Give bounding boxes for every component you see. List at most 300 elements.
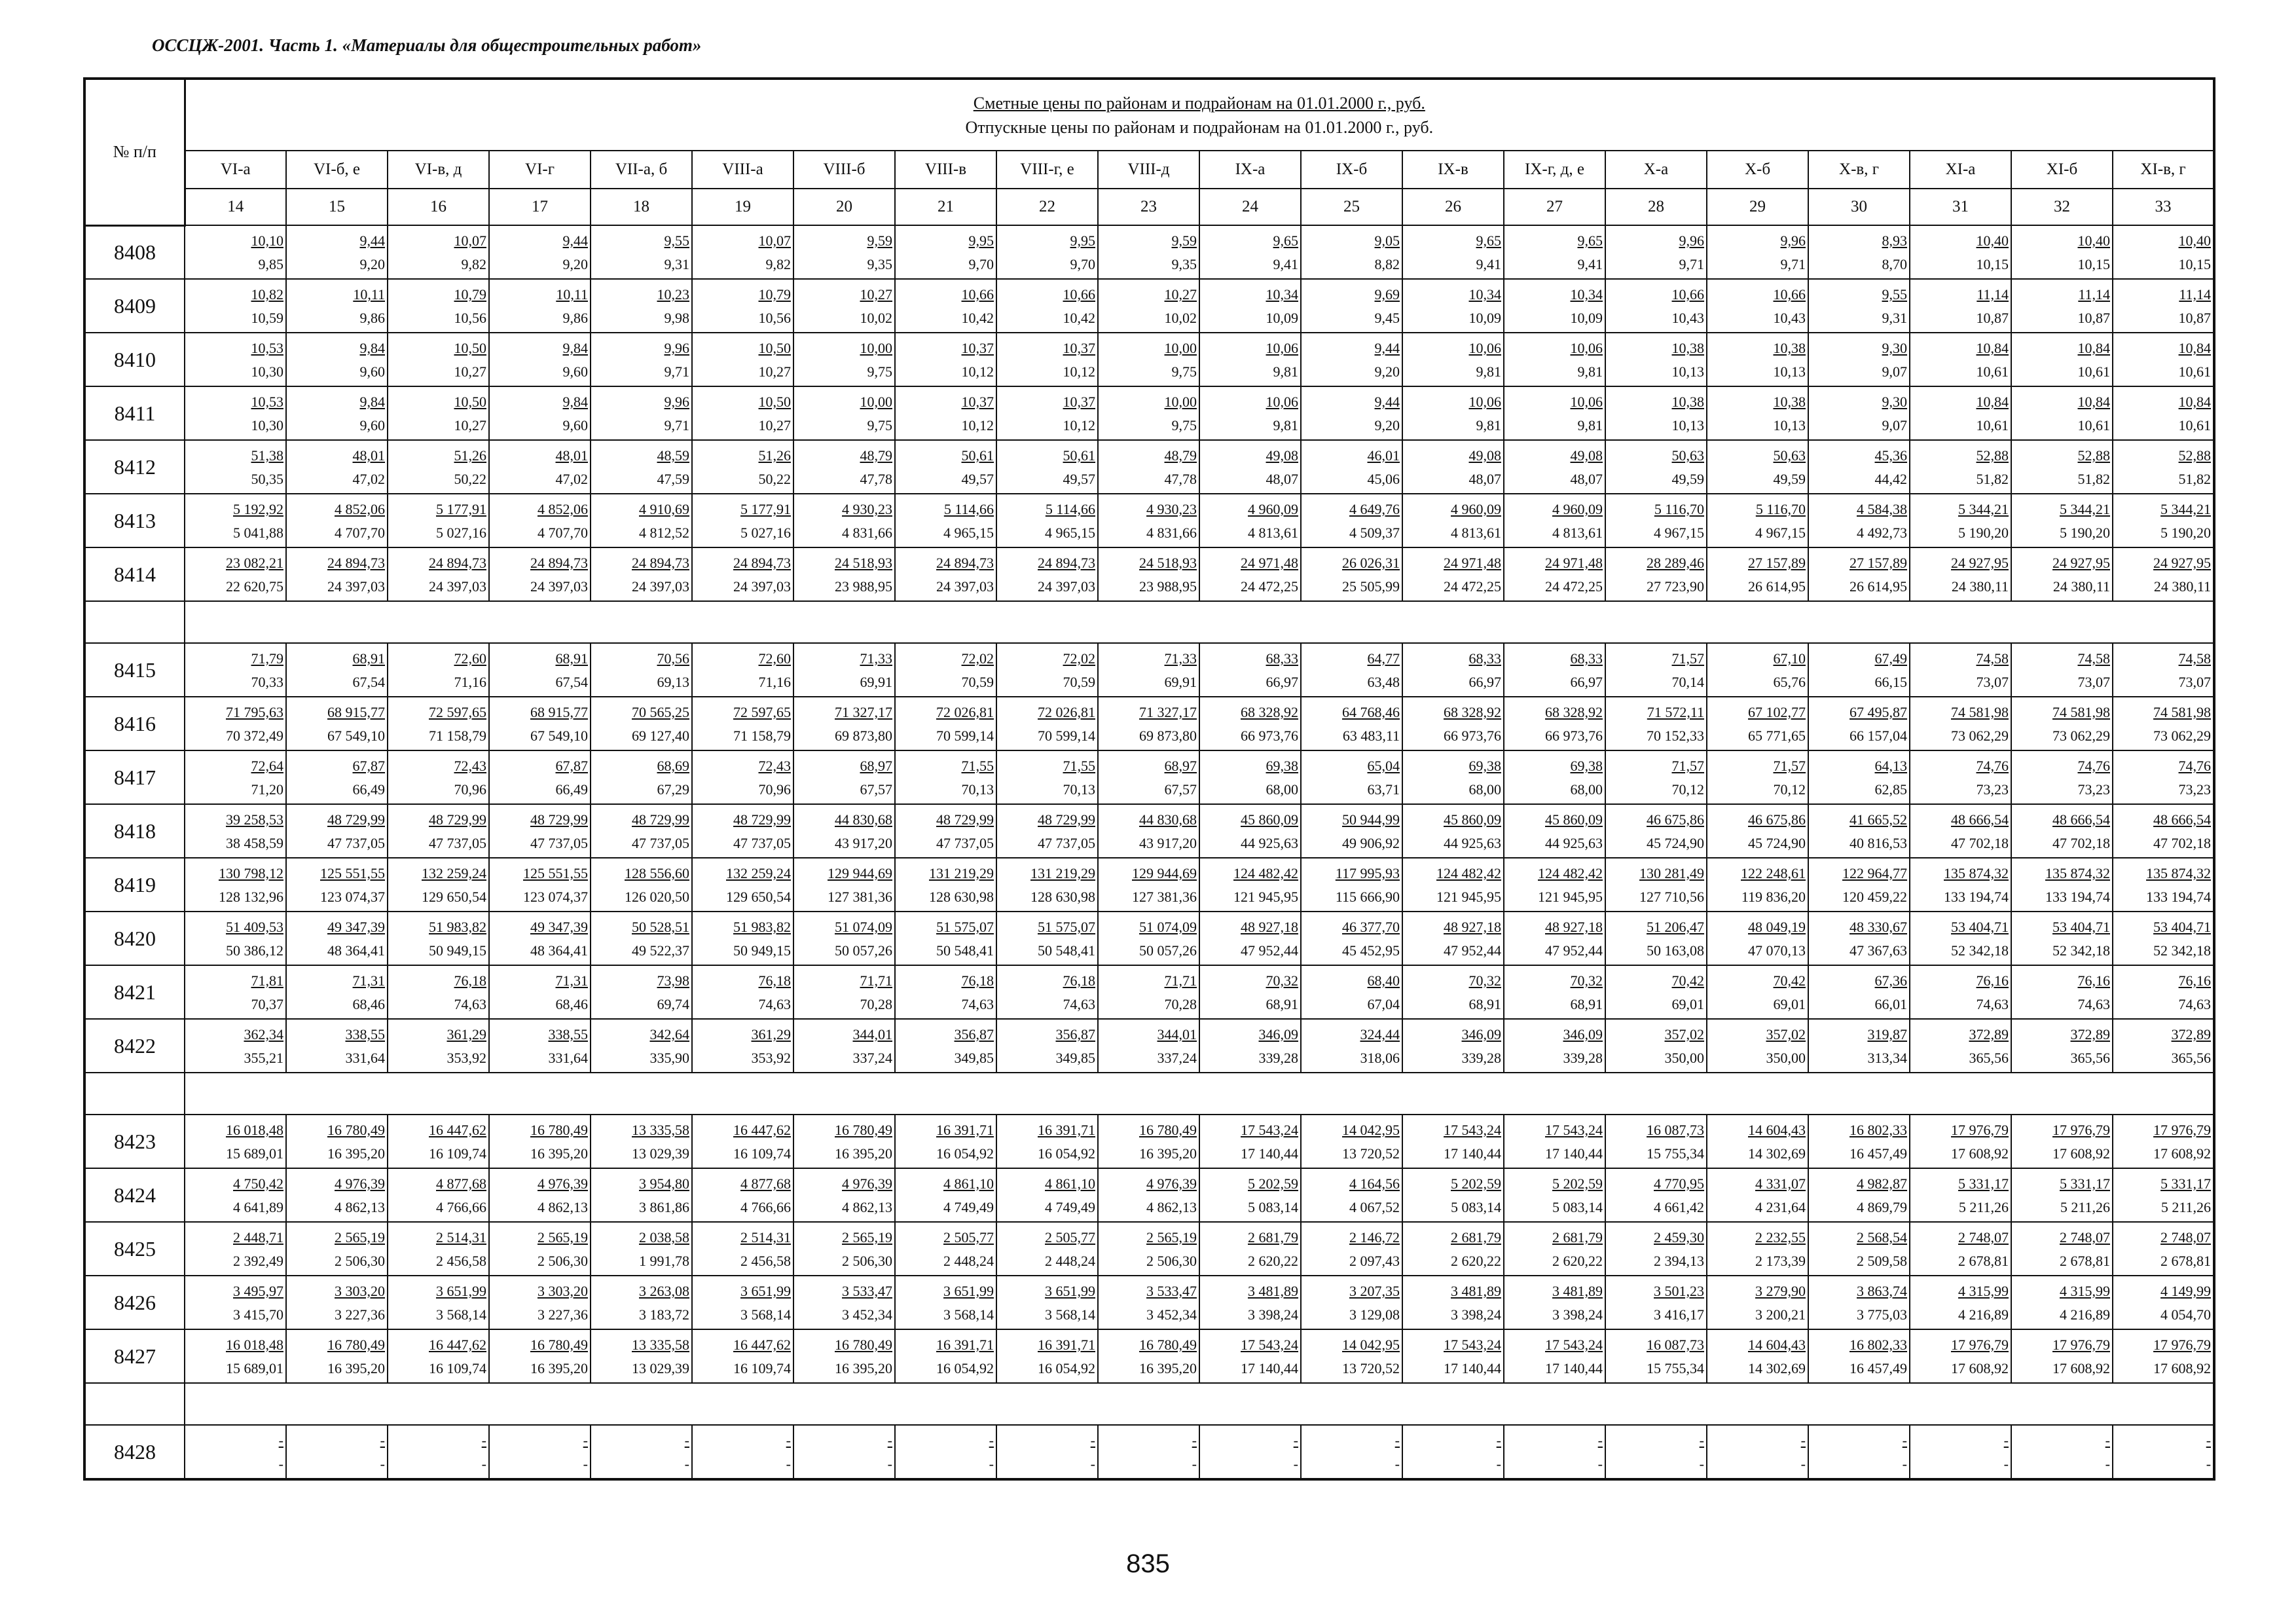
estimated-price: 68 915,77 [530, 704, 588, 720]
separator-cell [84, 601, 185, 643]
price-cell [1910, 1425, 2011, 1479]
estimated-price: 4 877,68 [740, 1175, 791, 1192]
price-table-container [83, 77, 2213, 1481]
release-price: 70,59 [1063, 674, 1095, 690]
release-price: 47,78 [860, 471, 892, 487]
estimated-price: 48 927,18 [1444, 919, 1501, 935]
price-cell [1808, 333, 1910, 386]
estimated-price: 9,95 [968, 232, 994, 249]
price-cell [1199, 858, 1301, 912]
estimated-price: 71 327,17 [1139, 704, 1197, 720]
estimated-price: 71,57 [1773, 758, 1806, 774]
price-cell [489, 225, 591, 279]
estimated-price: 27 157,89 [1748, 555, 1806, 571]
price-cell [1808, 912, 1910, 965]
estimated-price: 3 501,23 [1654, 1283, 1704, 1299]
release-price: 67,29 [657, 781, 689, 798]
price-cell [1808, 697, 1910, 750]
release-price: 5 211,26 [2060, 1199, 2110, 1215]
release-price: 9,81 [1476, 363, 1501, 380]
release-price: 69 873,80 [835, 728, 892, 744]
estimated-price: 130 281,49 [1639, 865, 1704, 881]
column-number-cell: 22 [996, 189, 1098, 225]
price-cell [1605, 1329, 1707, 1383]
release-price: 10,09 [1468, 310, 1501, 326]
price-cell [1504, 1168, 1605, 1222]
estimated-price: 16 391,71 [936, 1122, 994, 1138]
estimated-price: 2 448,71 [233, 1229, 283, 1246]
price-cell [1402, 494, 1504, 547]
estimated-price: 53 404,71 [2052, 919, 2110, 935]
estimated-price: 117 995,93 [1335, 865, 1400, 881]
price-cell [2011, 225, 2113, 279]
estimated-price: 10,06 [1468, 394, 1501, 410]
estimated-price: 16 780,49 [530, 1337, 588, 1353]
price-cell [591, 1276, 692, 1329]
release-price: 47,02 [352, 471, 385, 487]
release-price: 10,61 [2178, 363, 2212, 380]
estimated-price: 48 729,99 [936, 811, 994, 828]
price-cell [489, 1425, 591, 1479]
release-price: 66 973,76 [1241, 728, 1298, 744]
release-price: 10,12 [1063, 363, 1095, 380]
price-cell [1098, 1276, 1199, 1329]
release-price: 2 620,22 [1552, 1253, 1603, 1269]
estimated-price: 10,34 [1468, 286, 1501, 303]
estimated-price: 68,91 [352, 650, 385, 667]
price-cell [1605, 225, 1707, 279]
release-price: 2 392,49 [233, 1253, 283, 1269]
price-cell [591, 1168, 692, 1222]
price-cell [1402, 1019, 1504, 1073]
release-price: 10,87 [1976, 310, 2009, 326]
price-cell [388, 804, 489, 858]
release-price: 66,15 [1874, 674, 1907, 690]
estimated-price: 48 330,67 [1850, 919, 1907, 935]
release-price: 74,63 [961, 996, 994, 1012]
release-price: 10,42 [1063, 310, 1095, 326]
estimated-price: 4 976,39 [335, 1175, 385, 1192]
price-cell [591, 697, 692, 750]
estimated-price: 51 074,09 [835, 919, 892, 935]
release-price: 115 666,90 [1335, 889, 1400, 905]
price-cell [1199, 965, 1301, 1019]
release-price: 69,91 [860, 674, 892, 690]
price-cell [895, 333, 996, 386]
release-price: 51,82 [1976, 471, 2009, 487]
release-price: 16 395,20 [1139, 1360, 1197, 1376]
price-cell [1504, 858, 1605, 912]
release-price: 10,12 [961, 363, 994, 380]
estimated-price: 26 026,31 [1342, 555, 1400, 571]
estimated-price: 3 495,97 [233, 1283, 283, 1299]
estimated-price: 17 543,24 [1545, 1337, 1603, 1353]
price-cell [793, 547, 895, 601]
release-price: 25 505,99 [1342, 578, 1400, 595]
release-price: 5 027,16 [740, 525, 791, 541]
estimated-price: 10,06 [1266, 340, 1298, 356]
release-price: 16 109,74 [429, 1360, 486, 1376]
release-price: 10,42 [961, 310, 994, 326]
estimated-price: 24 894,73 [632, 555, 689, 571]
estimated-price: 4 930,23 [1146, 501, 1197, 517]
release-price: 24 380,11 [1951, 578, 2009, 595]
estimated-price: 72,60 [454, 650, 486, 667]
release-price: 335,90 [649, 1050, 689, 1066]
estimated-price: 4 315,99 [1958, 1283, 2009, 1299]
price-cell [895, 386, 996, 440]
price-cell [1098, 386, 1199, 440]
estimated-price: 10,37 [961, 340, 994, 356]
price-cell [489, 333, 591, 386]
estimated-price: 4 852,06 [335, 501, 385, 517]
price-cell [1301, 1329, 1402, 1383]
column-number-cell: 25 [1301, 189, 1402, 225]
release-price: - [278, 1456, 283, 1472]
release-price: - [1090, 1456, 1095, 1472]
estimated-price: 72 026,81 [936, 704, 994, 720]
release-price: 2 506,30 [842, 1253, 892, 1269]
release-price: 9,98 [664, 310, 689, 326]
price-cell [489, 1168, 591, 1222]
estimated-price: 28 289,46 [1647, 555, 1704, 571]
estimated-price: 50 944,99 [1342, 811, 1400, 828]
release-price: 67,57 [1164, 781, 1197, 798]
estimated-price: 68 915,77 [327, 704, 385, 720]
estimated-price: 2 681,79 [1552, 1229, 1603, 1246]
estimated-price: 41 665,52 [1850, 811, 1907, 828]
table-row [84, 1222, 2214, 1276]
release-price: 4 862,13 [842, 1199, 892, 1215]
estimated-price: 10,66 [1063, 286, 1095, 303]
estimated-price: 51 983,82 [733, 919, 791, 935]
release-price: 120 459,22 [1842, 889, 1907, 905]
estimated-price: - [583, 1432, 588, 1449]
table-row [84, 1425, 2214, 1479]
column-number-cell: 15 [286, 189, 388, 225]
page-number: 835 [1126, 1549, 1170, 1578]
price-cell [1707, 279, 1808, 333]
release-price: 337,24 [1157, 1050, 1197, 1066]
price-cell [1605, 279, 1707, 333]
price-cell [489, 1276, 591, 1329]
release-price: 2 506,30 [1146, 1253, 1197, 1269]
estimated-price: - [1293, 1432, 1298, 1449]
release-price: 47 070,13 [1748, 942, 1806, 959]
estimated-price: 10,66 [1671, 286, 1704, 303]
price-cell [1808, 440, 1910, 494]
price-cell [591, 440, 692, 494]
estimated-price: 72,64 [251, 758, 283, 774]
price-cell [996, 1425, 1098, 1479]
release-price: 10,56 [758, 310, 791, 326]
release-price: - [887, 1456, 892, 1472]
release-price: 50 163,08 [1647, 942, 1704, 959]
price-cell [1504, 643, 1605, 697]
price-cell [996, 1168, 1098, 1222]
release-price: 45,06 [1367, 471, 1400, 487]
estimated-price: 3 481,89 [1248, 1283, 1298, 1299]
estimated-price: 9,65 [1273, 232, 1298, 249]
release-price: 365,56 [2070, 1050, 2110, 1066]
price-cell [286, 1168, 388, 1222]
estimated-price: 9,59 [1171, 232, 1197, 249]
region-header-cell: X-б [1707, 151, 1808, 189]
price-cell [591, 279, 692, 333]
estimated-price: 125 551,55 [523, 865, 588, 881]
price-cell [1808, 750, 1910, 804]
release-price: 45 452,95 [1342, 942, 1400, 959]
estimated-price: 24 927,95 [2052, 555, 2110, 571]
estimated-price: 24 927,95 [1951, 555, 2009, 571]
release-price: 48 364,41 [530, 942, 588, 959]
table-row [84, 750, 2214, 804]
price-cell [793, 643, 895, 697]
price-cell [286, 1115, 388, 1168]
price-cell [2011, 1168, 2113, 1222]
estimated-price: 24 894,73 [733, 555, 791, 571]
estimated-price: 4 910,69 [639, 501, 689, 517]
release-price: 70,59 [961, 674, 994, 690]
row-number-cell: 8411 [84, 386, 185, 440]
estimated-price: 3 863,74 [1857, 1283, 1907, 1299]
release-price: - [481, 1456, 486, 1472]
price-cell [489, 1329, 591, 1383]
release-price: 69 127,40 [632, 728, 689, 744]
release-price: 48,07 [1570, 471, 1603, 487]
release-price: 8,82 [1374, 256, 1400, 272]
price-cell [2113, 1115, 2214, 1168]
estimated-price: 2 681,79 [1451, 1229, 1501, 1246]
release-price: 2 448,24 [943, 1253, 994, 1269]
price-cell [1808, 643, 1910, 697]
price-cell [895, 750, 996, 804]
price-cell [692, 1115, 793, 1168]
price-cell [1098, 697, 1199, 750]
price-cell [185, 1019, 286, 1073]
price-cell [1199, 547, 1301, 601]
release-price: 71 158,79 [429, 728, 486, 744]
estimated-price: 10,79 [454, 286, 486, 303]
estimated-price: 74 581,98 [2052, 704, 2110, 720]
estimated-price: 2 565,19 [335, 1229, 385, 1246]
release-price: 2 678,81 [2060, 1253, 2110, 1269]
price-cell [1808, 1329, 1910, 1383]
release-price: 331,64 [345, 1050, 385, 1066]
price-cell [793, 1276, 895, 1329]
release-price: 16 395,20 [327, 1360, 385, 1376]
row-number-header: № п/п [84, 79, 185, 225]
estimated-price: 3 207,35 [1349, 1283, 1400, 1299]
price-cell [793, 1115, 895, 1168]
price-cell [1808, 1276, 1910, 1329]
estimated-price: 24 518,93 [1139, 555, 1197, 571]
release-price: 4 965,15 [943, 525, 994, 541]
price-cell [996, 279, 1098, 333]
row-number-cell: 8419 [84, 858, 185, 912]
estimated-price: 24 894,73 [936, 555, 994, 571]
estimated-price: 10,11 [353, 286, 385, 303]
release-price: 47 367,63 [1850, 942, 1907, 959]
release-price: 70,37 [251, 996, 283, 1012]
release-price: 4 862,13 [335, 1199, 385, 1215]
estimated-price: 51 983,82 [429, 919, 486, 935]
release-price: 10,27 [454, 363, 486, 380]
price-cell [793, 804, 895, 858]
release-price: - [1800, 1456, 1806, 1472]
release-price: 47 737,05 [327, 835, 385, 851]
estimated-price: 53 404,71 [1951, 919, 2009, 935]
price-cell [388, 750, 489, 804]
price-cell [1199, 1276, 1301, 1329]
release-price: 52 342,18 [2153, 942, 2212, 959]
estimated-price: 68 328,92 [1444, 704, 1501, 720]
estimated-price: 16 447,62 [733, 1337, 791, 1353]
estimated-price: 16 780,49 [327, 1337, 385, 1353]
release-price: 71,20 [251, 781, 283, 798]
price-cell [1605, 440, 1707, 494]
estimated-price: 5 202,59 [1552, 1175, 1603, 1192]
release-price: - [1597, 1456, 1603, 1472]
price-cell [692, 1329, 793, 1383]
estimated-prices-title: Сметные цены по районам и подрайонам на 01.01.2000 г., руб. [973, 93, 1425, 113]
estimated-price: 51,26 [454, 447, 486, 464]
price-cell [489, 279, 591, 333]
price-cell [1707, 1329, 1808, 1383]
estimated-price: 10,27 [1164, 286, 1197, 303]
estimated-price: 48 666,54 [1951, 811, 2009, 828]
release-price: 16 109,74 [429, 1145, 486, 1162]
estimated-price: 16 018,48 [226, 1337, 283, 1353]
estimated-price: 372,89 [2171, 1026, 2212, 1043]
release-price: 23 988,95 [1139, 578, 1197, 595]
release-price: 4 766,66 [436, 1199, 486, 1215]
price-cell [185, 804, 286, 858]
region-header-cell: VI-а [185, 151, 286, 189]
region-header-cell: VIII-г, е [996, 151, 1098, 189]
estimated-price: 2 681,79 [1248, 1229, 1298, 1246]
estimated-price: - [887, 1432, 892, 1449]
price-cell [286, 643, 388, 697]
release-price: 313,34 [1867, 1050, 1907, 1066]
release-price: 74,63 [1063, 996, 1095, 1012]
price-cell [1098, 804, 1199, 858]
estimated-price: 132 259,24 [726, 865, 791, 881]
release-price: 10,12 [1063, 417, 1095, 434]
estimated-price: 4 750,42 [233, 1175, 283, 1192]
estimated-price: 131 219,29 [929, 865, 994, 881]
release-price: 10,12 [961, 417, 994, 434]
estimated-price: 52,88 [1976, 447, 2009, 464]
price-cell [1199, 697, 1301, 750]
estimated-price: 2 748,07 [2060, 1229, 2110, 1246]
release-price: 50,22 [454, 471, 486, 487]
release-price: 10,59 [251, 310, 283, 326]
release-price: 47 702,18 [2153, 835, 2212, 851]
release-price: 73 062,29 [2153, 728, 2212, 744]
estimated-price: 68,91 [555, 650, 588, 667]
estimated-price: 10,06 [1570, 340, 1603, 356]
estimated-price: 64,13 [1874, 758, 1907, 774]
region-header-cell: XI-а [1910, 151, 2011, 189]
price-cell [1707, 643, 1808, 697]
estimated-price: 17 543,24 [1241, 1337, 1298, 1353]
price-cell [286, 697, 388, 750]
price-cell [591, 386, 692, 440]
price-cell [1301, 1276, 1402, 1329]
estimated-price: 51 206,47 [1647, 919, 1704, 935]
release-price: 16 109,74 [733, 1145, 791, 1162]
estimated-price: 5 114,66 [943, 501, 994, 517]
release-price: 9,75 [867, 363, 892, 380]
estimated-price: 50,61 [1063, 447, 1095, 464]
table-row [84, 333, 2214, 386]
release-price: 63,48 [1367, 674, 1400, 690]
estimated-price: 49,08 [1468, 447, 1501, 464]
release-price: 27 723,90 [1647, 578, 1704, 595]
price-cell [185, 1276, 286, 1329]
estimated-price: 3 651,99 [1045, 1283, 1095, 1299]
estimated-price: 10,53 [251, 340, 283, 356]
release-price: 69 873,80 [1139, 728, 1197, 744]
release-price: 17 140,44 [1545, 1360, 1603, 1376]
estimated-price: 71,71 [860, 972, 892, 989]
estimated-price: 45 860,09 [1444, 811, 1501, 828]
release-price: 47,78 [1164, 471, 1197, 487]
estimated-price: 130 798,12 [219, 865, 283, 881]
estimated-price: 67,36 [1874, 972, 1907, 989]
price-cell [388, 697, 489, 750]
release-price: - [1192, 1456, 1197, 1472]
release-price: 127 710,56 [1639, 889, 1704, 905]
release-price: 5 190,20 [1958, 525, 2009, 541]
estimated-price: 4 584,38 [1857, 501, 1907, 517]
price-cell [1301, 804, 1402, 858]
estimated-price: 2 038,58 [639, 1229, 689, 1246]
region-header-cell: VIII-в [895, 151, 996, 189]
release-price: 52 342,18 [2052, 942, 2110, 959]
price-cell [591, 643, 692, 697]
release-price: 24 380,11 [2153, 578, 2212, 595]
price-cell [1199, 494, 1301, 547]
price-cell [591, 912, 692, 965]
estimated-price: 5 331,17 [2160, 1175, 2212, 1192]
release-price: 15 689,01 [226, 1360, 283, 1376]
price-cell [388, 440, 489, 494]
estimated-price: 3 651,99 [740, 1283, 791, 1299]
estimated-price: 129 944,69 [1132, 865, 1197, 881]
release-price: - [684, 1456, 689, 1472]
release-price: - [786, 1456, 791, 1472]
price-cell [1504, 440, 1605, 494]
column-number-row [84, 189, 2214, 225]
price-cell [286, 1019, 388, 1073]
estimated-price: 9,65 [1476, 232, 1501, 249]
release-price: 2 448,24 [1045, 1253, 1095, 1269]
release-price: 10,27 [758, 363, 791, 380]
price-cell [1707, 1115, 1808, 1168]
price-cell [185, 1425, 286, 1479]
release-price: 5 190,20 [2160, 525, 2212, 541]
estimated-price: 76,16 [2077, 972, 2110, 989]
estimated-price: 10,84 [2077, 394, 2110, 410]
estimated-price: 72,02 [961, 650, 994, 667]
price-cell [388, 1425, 489, 1479]
release-price: 49,59 [1671, 471, 1704, 487]
region-header-cell: VII-а, б [591, 151, 692, 189]
release-price: 70,96 [758, 781, 791, 798]
estimated-price: 72 026,81 [1038, 704, 1095, 720]
